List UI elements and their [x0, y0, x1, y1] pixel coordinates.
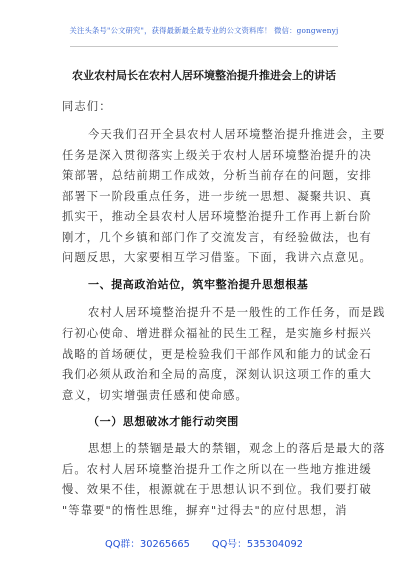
text-line: 行初心使命、增进群众福祉的民生工程，是实施乡村振兴	[62, 327, 372, 340]
text-line: 部署下一阶段重点任务，进一步统一思想、凝聚共识、真	[62, 190, 372, 203]
footer-contact	[0, 536, 408, 550]
text-line: 农村人居环境整治提升不是一般性的工作任务，而是践	[88, 306, 386, 319]
text-line: 意义，切实增强责任感和使命感。	[62, 389, 248, 402]
section-heading: 一、提高政治站位，筑牢整治提升思想根基	[88, 278, 309, 291]
header-notice: 关注头条号"公文研究"，获得最新最全最专业的公文资料库！ 微信：gongwenyj	[69, 26, 339, 35]
header-divider	[70, 46, 338, 47]
text-line: 后。农村人居环境整治提升工作之所以在一些地方推进缓	[62, 463, 372, 476]
qq-group-label: QQ群：30265665	[104, 539, 190, 550]
subsection-heading: （一）思想破冰才能行动突围	[88, 415, 239, 428]
text-line: 我们必须从政治和全局的高度，深刻认识这项工作的重大	[62, 368, 372, 381]
text-line: 思想上的禁锢是最大的禁锢，观念上的落后是最大的落	[88, 442, 386, 455]
text-line: 刚才，几个乡镇和部门作了交流发言，有经验做法，也有	[62, 231, 372, 244]
salutation: 同志们：	[62, 100, 112, 113]
document-title: 农业农村局长在农村人居环境整治提升推进会上的讲话	[72, 69, 336, 82]
text-line: "等靠要"的惰性思维，摒弃"过得去"的应付思想，消	[62, 504, 348, 517]
text-line: 抓实干，推动全县农村人居环境整治提升工作再上新台阶	[62, 210, 372, 223]
text-line: 慢、效果不佳，根源就在于思想认识不到位。我们要打破	[62, 483, 372, 496]
qq-number-label: QQ号：535304092	[211, 539, 303, 550]
text-line: 战略的首场硬仗，更是检验我们干部作风和能力的试金石	[62, 348, 372, 361]
text-line: 任务是深入贯彻落实上级关于农村人居环境整治提升的决	[62, 149, 372, 162]
text-line: 今天我们召开全县农村人居环境整治提升推进会，主要	[88, 128, 386, 141]
text-line: 策部署，总结前期工作成效，分析当前存在的问题，安排	[62, 169, 372, 182]
text-line: 问题反思，大家要相互学习借鉴。下面，我讲六点意见。	[62, 251, 372, 264]
